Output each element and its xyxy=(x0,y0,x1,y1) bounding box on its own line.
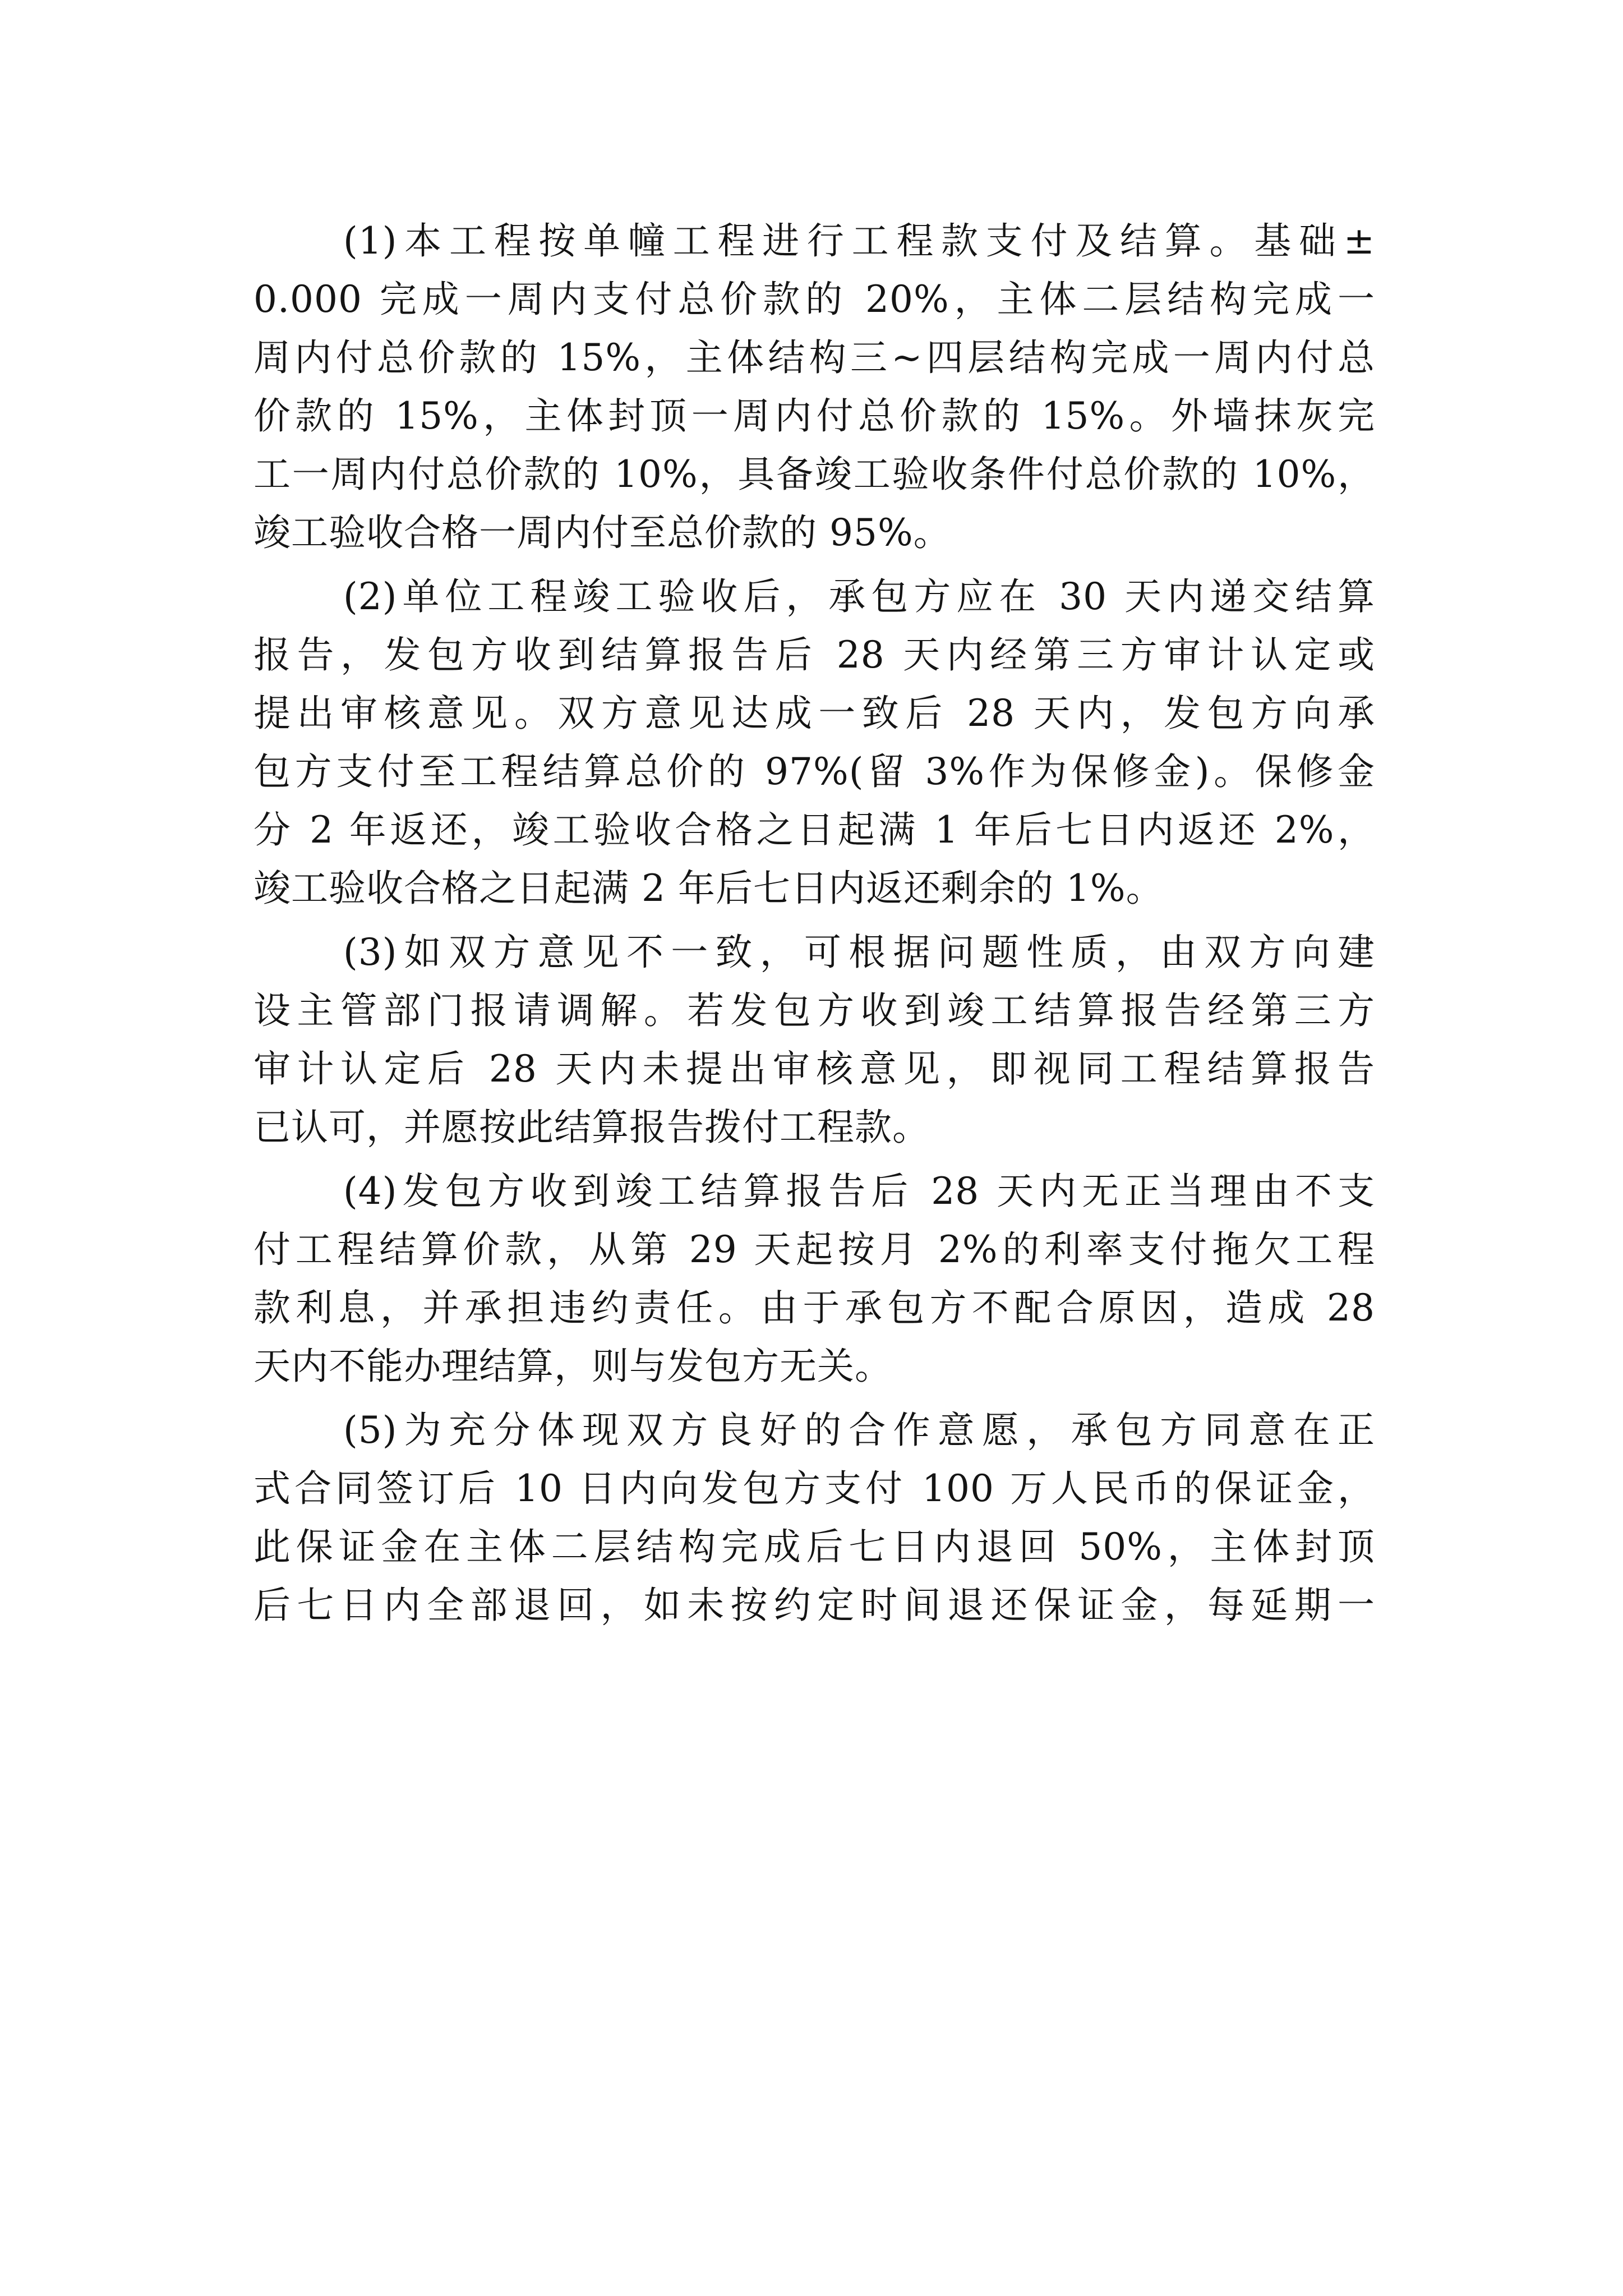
paragraph-line: 式合同签订后 10 日内向发包方支付 100 万人民币的保证金， xyxy=(253,1467,1375,1510)
paragraph-line: 周内付总价款的 15%，主体结构三~四层结构完成一周内付总 xyxy=(253,336,1375,379)
paragraph-line: 报告，发包方收到结算报告后 28 天内经第三方审计认定或 xyxy=(253,633,1375,677)
paragraph-line: 付工程结算价款，从第 29 天起按月 2%的利率支付拖欠工程 xyxy=(253,1228,1375,1271)
paragraph-2 xyxy=(253,568,1375,918)
paragraph-line: 款利息，并承担违约责任。由于承包方不配合原因，造成 28 xyxy=(253,1286,1375,1329)
paragraph-line: 竣工验收合格一周内付至总价款的 95%。 xyxy=(253,511,951,554)
paragraph-line: 竣工验收合格之日起满 2 年后七日内返还剩余的 1%。 xyxy=(253,867,1164,910)
paragraph-line: 价款的 15%，主体封顶一周内付总价款的 15%。外墙抹灰完 xyxy=(253,394,1375,438)
paragraph-line: 已认可，并愿按此结算报告拨付工程款。 xyxy=(253,1106,930,1149)
document-body xyxy=(253,212,1375,1640)
paragraph-3 xyxy=(253,923,1375,1157)
paragraph-line: 0.000 完成一周内支付总价款的 20%，主体二层结构完成一 xyxy=(253,278,1375,321)
paragraph-line: (5)为充分体现双方良好的合作意愿，承包方同意在正 xyxy=(343,1409,1375,1452)
paragraph-line: 天内不能办理结算，则与发包方无关。 xyxy=(253,1345,892,1388)
paragraph-line: 设主管部门报请调解。若发包方收到竣工结算报告经第三方 xyxy=(253,989,1375,1032)
paragraph-line: 工一周内付总价款的 10%，具备竣工验收条件付总价款的 10%， xyxy=(253,453,1375,496)
paragraph-line: (4)发包方收到竣工结算报告后 28 天内无正当理由不支 xyxy=(343,1170,1375,1213)
paragraph-4 xyxy=(253,1162,1375,1396)
paragraph-line: (1)本工程按单幢工程进行工程款支付及结算。基础± xyxy=(343,219,1375,263)
paragraph-line: (2)单位工程竣工验收后，承包方应在 30 天内递交结算 xyxy=(343,575,1375,618)
paragraph-1 xyxy=(253,212,1375,562)
paragraph-line: 分 2 年返还，竣工验收合格之日起满 1 年后七日内返还 2%， xyxy=(253,808,1375,852)
paragraph-line: 此保证金在主体二层结构完成后七日内退回 50%，主体封顶 xyxy=(253,1525,1375,1568)
paragraph-line: 提出审核意见。双方意见达成一致后 28 天内，发包方向承 xyxy=(253,692,1375,735)
paragraph-5 xyxy=(253,1401,1375,1635)
paragraph-line: 审计认定后 28 天内未提出审核意见，即视同工程结算报告 xyxy=(253,1047,1375,1091)
paragraph-line: (3)如双方意见不一致，可根据问题性质，由双方向建 xyxy=(343,931,1375,974)
paragraph-line: 包方支付至工程结算总价的 97%(留 3%作为保修金)。保修金 xyxy=(253,750,1375,793)
paragraph-line: 后七日内全部退回，如未按约定时间退还保证金，每延期一 xyxy=(253,1584,1375,1627)
